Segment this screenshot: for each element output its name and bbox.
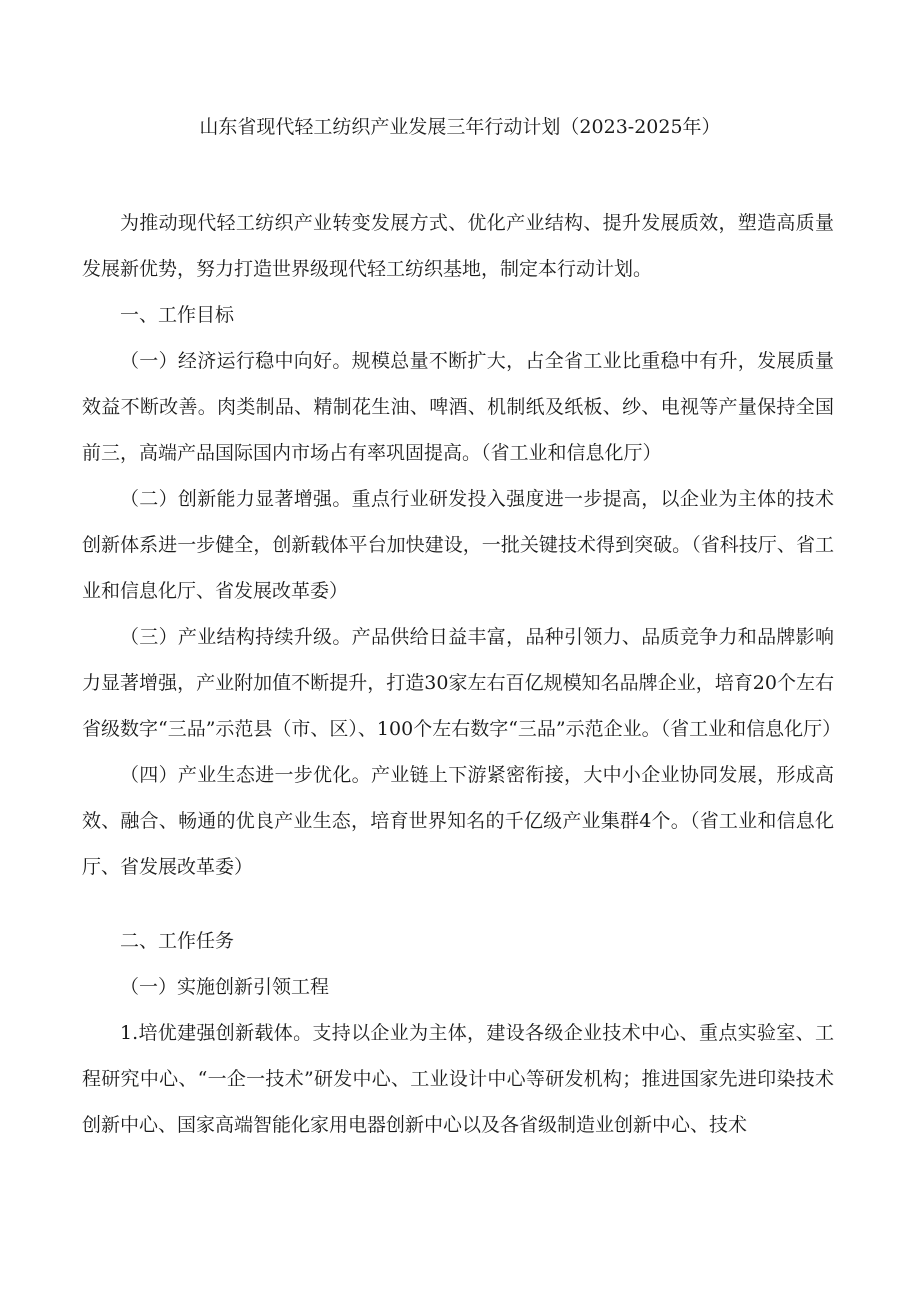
intro-paragraph: 为推动现代轻工纺织产业转变发展方式、优化产业结构、提升发展质效，塑造高质量发展新优势，努力打造世界级现代轻工纺织基地，制定本行动计划。 (82, 212, 834, 280)
goal-paragraph-3: （三）产业结构持续升级。产品供给日益丰富，品种引领力、品质竞争力和品牌影响力显著增强，产业附加值不断提升，打造30家左右百亿规模知名品牌企业，培育20个左右省级数字“三品”示范县（市、区）、100个左右数字“三品”示范企业。（省工业和信息化厅） (82, 626, 842, 740)
section-heading-goals: 一、工作目标 (120, 304, 235, 326)
section-heading-tasks: 二、工作任务 (120, 930, 235, 952)
goal-paragraph-2: （二）创新能力显著增强。重点行业研发投入强度进一步提高，以企业为主体的技术创新体系进一步健全，创新载体平台加快建设，一批关键技术得到突破。（省科技厅、省工业和信息化厅、省发展改革委） (82, 488, 834, 602)
subsection-heading-innovation: （一）实施创新引领工程 (120, 976, 330, 998)
document-body (82, 200, 842, 1148)
goal-paragraph-4: （四）产业生态进一步优化。产业链上下游紧密衔接，大中小企业协同发展，形成高效、融合、畅通的优良产业生态，培育世界知名的千亿级产业集群4个。（省工业和信息化厅、省发展改革委） (82, 764, 834, 878)
task-paragraph-1: 1.培优建强创新载体。支持以企业为主体，建设各级企业技术中心、重点实验室、工程研究中心、“一企一技术”研发中心、工业设计中心等研发机构；推进国家先进印染技术创新中心、国家高端智能化家用电器创新中心以及各省级制造业创新中心、技术 (82, 1022, 834, 1136)
document-title: 山东省现代轻工纺织产业发展三年行动计划（2023-2025年） (199, 116, 721, 138)
goal-paragraph-1: （一）经济运行稳中向好。规模总量不断扩大，占全省工业比重稳中有升，发展质量效益不断改善。肉类制品、精制花生油、啤酒、机制纸及纸板、纱、电视等产量保持全国前三，高端产品国际国内市场占有率巩固提高。（省工业和信息化厅） (82, 350, 834, 464)
